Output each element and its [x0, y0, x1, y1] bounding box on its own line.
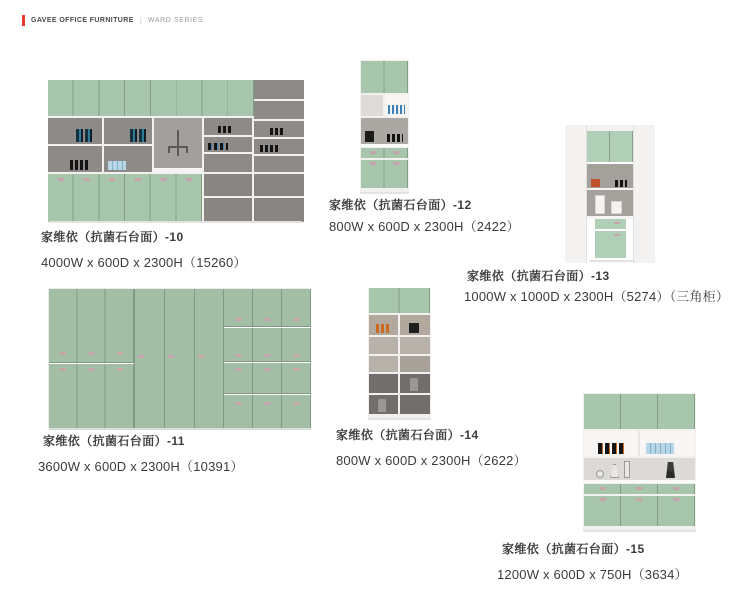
cabinet14-shelf	[400, 374, 430, 393]
door-handles	[49, 352, 134, 355]
product-name: 家维依（抗菌石台面）-14	[336, 428, 479, 442]
cabinet10-lower-doors	[48, 174, 202, 222]
door-handles	[224, 354, 311, 357]
floor-shadow	[589, 260, 633, 262]
cabinet15-lower-doors	[584, 496, 695, 526]
flask-prop	[610, 464, 619, 478]
cabinet15-open-shelves	[584, 431, 695, 456]
brand-accent-bar	[22, 15, 25, 26]
blue-boxes-prop	[108, 161, 126, 170]
cabinet13-open-shelves	[587, 164, 633, 216]
cabinet14-upper-doors	[369, 288, 430, 313]
cabinet10-shelf	[254, 139, 304, 154]
cabinet14-shelf	[369, 337, 398, 354]
product-dims: 1000W x 1000D x 2300H（5274）（三角柜）	[464, 289, 730, 304]
cabinet10-upper-doors	[48, 80, 254, 116]
floor-shadow	[360, 192, 409, 194]
product-dims: 1200W x 600D x 750H（3634）	[497, 567, 688, 582]
floor-shadow	[49, 428, 311, 430]
cabinet14-shelf	[369, 356, 398, 372]
door-handles	[224, 318, 311, 321]
sink-counter	[152, 168, 204, 172]
cabinet11-tall-doors	[134, 289, 224, 429]
cabinet10-shelf	[48, 146, 102, 172]
product-dims: 4000W x 600D x 2300H（15260）	[41, 255, 247, 270]
cabinet14-shelf	[369, 374, 398, 393]
cabinet13-drawer	[595, 219, 626, 230]
product-name: 家维依（抗菌石台面）-11	[43, 434, 185, 448]
black-jars-prop	[260, 145, 280, 152]
series-text: WARD SERIES	[147, 17, 204, 24]
floor-shadow	[583, 530, 696, 532]
cabinet10-shelf	[254, 174, 304, 196]
cabinet12-drawers	[361, 148, 408, 158]
door-handles	[224, 368, 311, 371]
floor-shadow	[50, 221, 302, 223]
blue-bottles-prop	[646, 443, 674, 454]
cabinet12-upper-doors	[361, 61, 408, 93]
cabinet10-shelf	[254, 121, 304, 137]
cabinet-illustration-11	[48, 288, 310, 428]
brand-text: GAVEE OFFICE FURNITURE	[31, 17, 134, 24]
white-box-prop	[611, 201, 622, 214]
drawer-handle	[614, 222, 620, 224]
cabinet12-counter-niche	[361, 118, 408, 144]
cabinet11-left-lower-doors	[49, 364, 134, 429]
cabinet11-locker-row	[224, 328, 311, 362]
countertop	[360, 144, 409, 147]
product-label-13	[464, 267, 729, 305]
cabinet10-shelf	[204, 137, 252, 152]
faucet-icon	[168, 130, 188, 158]
cabinet-illustration-10	[48, 80, 304, 222]
cabinet12-closed-panel	[361, 95, 383, 116]
product-name: 家维依（抗菌石台面）-12	[329, 198, 472, 212]
orange-bottles-prop	[376, 324, 389, 333]
product-dims: 3600W x 600D x 2300H（10391）	[38, 459, 244, 474]
door-handle	[614, 234, 620, 236]
black-device-prop	[409, 323, 419, 333]
drawer-handles	[584, 487, 695, 490]
black-jars-prop	[70, 160, 90, 170]
door-handles	[49, 368, 134, 371]
countertop	[583, 480, 696, 483]
door-handles	[135, 355, 223, 358]
dark-bottles-prop	[598, 443, 624, 454]
cabinet10-shelf	[104, 118, 152, 144]
cabinet10-shelf	[104, 146, 152, 172]
cylinder-prop	[624, 461, 630, 478]
bottles-prop	[208, 143, 228, 150]
cabinet-illustration-15	[583, 393, 696, 532]
cabinet10-shelf	[254, 198, 304, 222]
cabinet13-upper-doors	[587, 131, 633, 162]
header-divider: |	[139, 16, 142, 25]
cabinet13-left-wall	[565, 125, 587, 263]
cabinet13-door	[595, 231, 626, 258]
door-handles	[361, 162, 408, 165]
product-label-11	[38, 432, 244, 475]
cabinet-illustration-14	[368, 288, 431, 420]
cabinet10-shelf	[254, 101, 304, 119]
cabinet10-shelf	[204, 174, 252, 196]
cabinet10-shelf	[254, 80, 304, 99]
black-jars-prop	[387, 134, 403, 142]
black-jars-prop	[218, 126, 232, 133]
grey-bottle-prop	[378, 399, 386, 412]
binders-prop	[130, 129, 146, 142]
cabinet11-locker-row	[224, 289, 311, 327]
cabinet15-upper-doors	[584, 394, 695, 429]
black-jars-prop	[270, 128, 284, 135]
shelf-divider	[587, 188, 633, 190]
product-dims: 800W x 600D x 2300H（2622）	[336, 453, 527, 468]
microscope-prop	[666, 462, 675, 478]
product-dims: 800W x 600D x 2300H（2422）	[329, 219, 520, 234]
cabinet13-right-wall	[633, 125, 655, 263]
blue-bottles-prop	[388, 105, 405, 114]
drawer-handles	[361, 151, 408, 154]
grey-bottle-prop	[410, 378, 418, 391]
door-handles	[48, 178, 202, 181]
cabinet10-shelf	[204, 118, 252, 135]
cabinet10-shelf	[48, 118, 102, 144]
black-jars-prop	[615, 180, 627, 187]
product-label-12	[329, 196, 520, 235]
product-label-15	[497, 540, 688, 583]
beaker-prop	[596, 470, 604, 478]
cabinet12-open-shelf	[385, 95, 408, 116]
cabinet10-sink-niche	[154, 118, 202, 172]
door-handles	[224, 402, 311, 405]
cabinet-illustration-13	[565, 125, 655, 265]
floor-shadow	[368, 418, 431, 420]
door-handles	[584, 498, 695, 501]
cabinet15-drawers	[584, 484, 695, 494]
cabinet14-shelf	[400, 315, 430, 335]
cabinet14-shelf	[369, 315, 398, 335]
cabinet14-shelf	[400, 356, 430, 372]
cabinet11-locker-row	[224, 363, 311, 394]
cabinet10-shelf	[204, 198, 252, 222]
binders-prop	[76, 129, 92, 142]
product-name: 家维依（抗菌石台面）-15	[502, 542, 645, 556]
cabinet10-shelf	[254, 156, 304, 172]
cabinet-illustration-12	[360, 60, 409, 194]
cabinet14-shelf	[400, 337, 430, 354]
cabinet12-lower-doors	[361, 160, 408, 188]
cabinet14-shelf	[369, 395, 398, 414]
product-name: 家维依（抗菌石台面）-10	[41, 230, 184, 244]
cabinet10-shelf	[204, 154, 252, 172]
shelf-divider	[638, 431, 640, 456]
soap-canister-prop	[595, 195, 605, 214]
coffee-machine-prop	[365, 131, 374, 142]
cabinet15-worktop-niche	[584, 458, 695, 480]
orange-box-prop	[591, 179, 600, 187]
product-label-10	[41, 228, 247, 271]
cabinet11-left-upper-doors	[49, 289, 134, 363]
page-header	[22, 14, 203, 27]
cabinet11-locker-row	[224, 395, 311, 429]
product-name: 家维依（抗菌石台面）-13	[467, 269, 610, 283]
product-label-14	[336, 426, 527, 469]
cabinet14-shelf	[400, 395, 430, 414]
